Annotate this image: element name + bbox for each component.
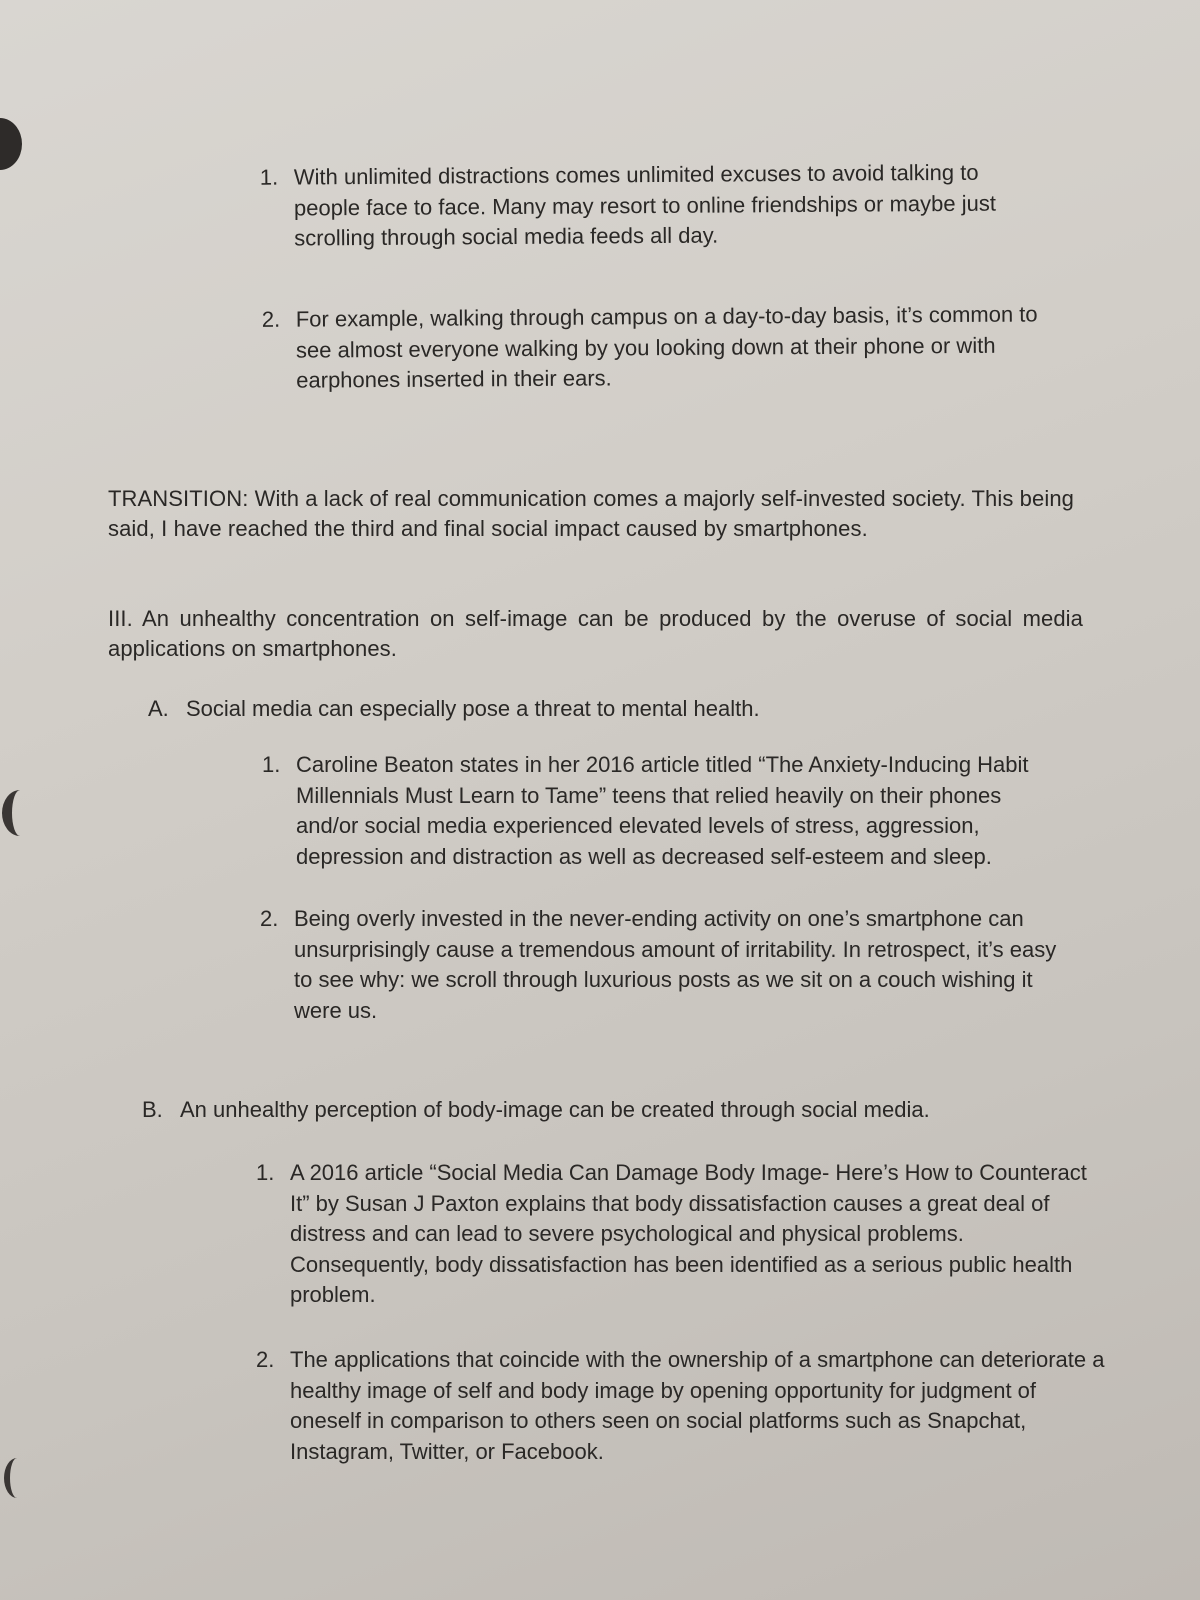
subpoint-text: An unhealthy perception of body-image can be created through social media.: [180, 1097, 930, 1122]
item-number: 2.: [260, 906, 279, 931]
item-number: 1.: [262, 752, 281, 777]
punch-hole-top: [0, 118, 22, 170]
list-item: [256, 1345, 1110, 1467]
list-item: [256, 1158, 1090, 1311]
subpoint-text: Social media can especially pose a threat to mental health.: [186, 696, 760, 721]
list-item: [260, 904, 1064, 1026]
transition-paragraph: TRANSITION: With a lack of real communication comes a majorly self-invested society. This being said, I have reached the third and final social impact caused by smartphones.: [108, 486, 1075, 541]
item-text: With unlimited distractions comes unlimited excuses to avoid talking to people face to face. Many may resort to online friendships or maybe just scrolling through social media feeds all day.: [293, 159, 996, 251]
subpoint-letter: B.: [142, 1097, 163, 1122]
item-text: The applications that coincide with the ownership of a smartphone can deteriorate a healthy image of self and body image by opening opportunity for judgment of oneself in comparison to others seen on social platforms such as Snapchat, Instagram, Twitter, or Facebook.: [290, 1347, 1105, 1464]
item-text: A 2016 article “Social Media Can Damage Body Image- Here’s How to Counteract It” by Susan J Paxton explains that body dissatisfaction causes a great deal of distress and can lead to severe psychological and physical problems. Consequently, body dissatisfaction has been identified as a serious public health problem.: [290, 1160, 1087, 1307]
subpoint-a: [148, 694, 1006, 725]
subpoint-b: [142, 1095, 1000, 1126]
subpoint-letter: A.: [148, 696, 169, 721]
list-item: [262, 750, 1066, 872]
list-item: [261, 299, 1049, 396]
item-number: 1.: [259, 164, 279, 190]
punch-hole-bottom: [4, 1458, 30, 1498]
list-item: [259, 157, 1015, 254]
section-heading-iii: III. An unhealthy concentration on self-image can be produced by the overuse of social media applications on smartphones.: [108, 606, 1083, 661]
item-number: 2.: [261, 306, 281, 332]
item-text: Caroline Beaton states in her 2016 article titled “The Anxiety-Inducing Habit Millennials Must Learn to Tame” teens that relied heavily on their phones and/or social media experienced elevated levels of stress, aggression, depression and distraction as well as decreased self-esteem and sleep.: [296, 752, 1029, 869]
item-text: For example, walking through campus on a day-to-day basis, it’s common to see almost everyone walking by you looking down at their phone or with earphones inserted in their ears.: [295, 301, 1038, 393]
item-text: Being overly invested in the never-ending activity on one’s smartphone can unsurprisingly cause a tremendous amount of irritability. In retrospect, it’s easy to see why: we scroll through luxurious posts as we sit on a couch wishing it were us.: [294, 906, 1057, 1023]
punch-hole-middle: [2, 790, 38, 836]
item-number: 2.: [256, 1347, 275, 1372]
item-number: 1.: [256, 1160, 275, 1185]
